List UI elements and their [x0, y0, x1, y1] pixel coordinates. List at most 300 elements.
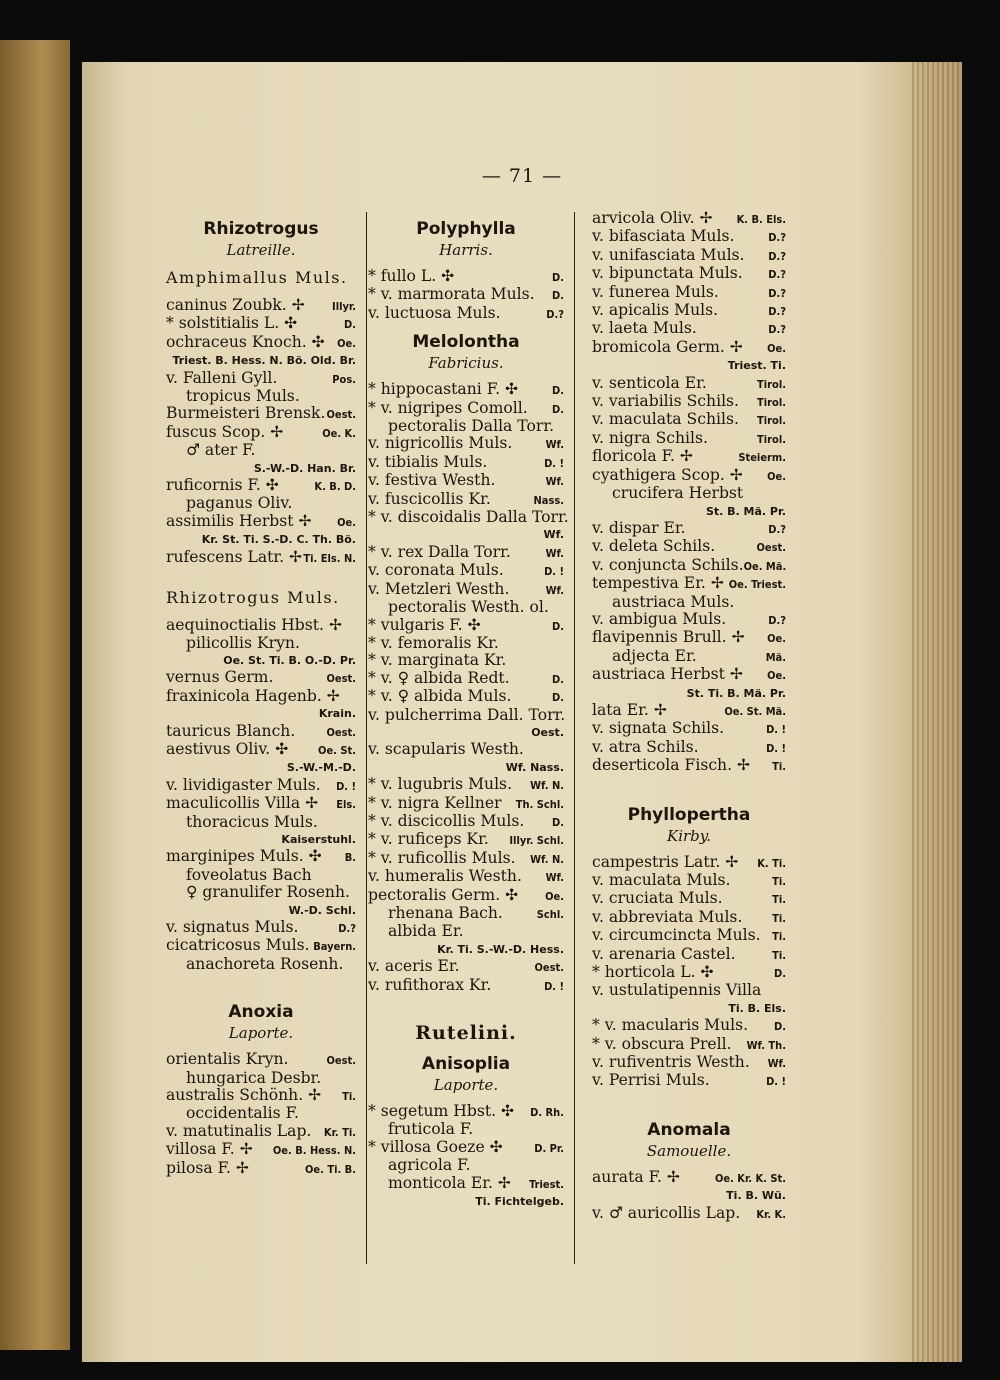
entry-locality: D. [552, 384, 564, 398]
entry-locality: Oest. [326, 672, 356, 686]
species-entry [592, 890, 786, 908]
entry-locality: Illyr. [332, 300, 356, 313]
subgenus-heading: Rhizotrogus Muls. [166, 588, 340, 608]
entry-locality: Pos. [332, 372, 356, 386]
genus-author: Laporte. [433, 1076, 499, 1095]
locality-line: Krain. [318, 707, 356, 721]
species-entry [166, 405, 356, 423]
entry-name: v. signata Schils. [592, 719, 725, 738]
species-entry [166, 334, 356, 352]
entry-name: v. nigricollis Muls. [368, 434, 513, 453]
entry-locality: Tirol. [757, 396, 786, 410]
entry-locality: Oe. St. [318, 743, 356, 757]
genus-heading: Anomala [647, 1119, 731, 1140]
species-entry [592, 964, 786, 982]
entry-locality: Ti. [772, 875, 786, 888]
entry-name: v. aceris Er. [368, 957, 460, 976]
entry-name: pilicollis Kryn. [186, 633, 300, 652]
entry-name: aestivus Oliv. ✣ [166, 739, 289, 758]
entry-locality: D.? [768, 249, 786, 263]
locality-line: Oest. [531, 725, 564, 739]
entry-name: * v. ♀ albida Muls. [368, 687, 512, 706]
species-entry [592, 702, 786, 720]
species-entry [592, 265, 786, 283]
entry-name: v. variabilis Schils. [592, 392, 740, 411]
entry-name: fruticola F. [388, 1120, 474, 1139]
entry-locality: D. [774, 967, 786, 981]
entry-name: v. maculata Muls. [592, 871, 731, 889]
synonym-entry [166, 814, 356, 831]
entry-locality: Steierm. [738, 451, 786, 465]
species-entry [368, 850, 564, 868]
entry-name: * v. ruficeps Kr. [368, 830, 489, 849]
species-entry [368, 1139, 564, 1157]
entry-name: pectoralis Westh. ol. [388, 598, 549, 617]
entry-name: v. tibialis Muls. [368, 452, 488, 471]
species-entry [592, 629, 786, 647]
page-number: — 71 — [481, 165, 563, 187]
entry-name: * v. marmorata Muls. [368, 285, 535, 304]
entry-locality: Wf. [545, 546, 564, 560]
page-edge-stack [912, 62, 962, 1362]
species-entry [592, 411, 786, 429]
synonym-entry [166, 867, 356, 884]
species-entry [592, 557, 786, 575]
entry-locality: Ti. [772, 911, 786, 925]
entry-locality: D. Pr. [534, 1141, 564, 1155]
spacer [166, 567, 356, 581]
species-entry [368, 776, 564, 794]
synonym-entry [592, 648, 786, 666]
species-entry [368, 581, 564, 599]
entry-name: v. signatus Muls. [166, 918, 299, 936]
entry-name: vernus Germ. [166, 668, 274, 687]
species-entry [592, 666, 786, 684]
entry-name: tropicus Muls. [186, 387, 300, 406]
entry-locality: Wf. N. [530, 852, 564, 866]
species-entry [368, 491, 564, 509]
entry-name: * v. ♀ albida Redt. [368, 668, 510, 687]
entry-name: v. Perrisi Muls. [592, 1071, 710, 1090]
entry-locality: D. Rh. [530, 1106, 564, 1120]
entry-name: v. coronata Muls. [368, 561, 504, 580]
entry-name: ochraceus Knoch. ✣ [166, 332, 325, 351]
entry-name: v. cruciata Muls. [592, 889, 723, 908]
entry-name: thoracicus Muls. [186, 812, 318, 831]
entry-locality: D. ! [766, 723, 786, 737]
entry-locality: Wf. [545, 438, 564, 452]
entry-locality: D.? [768, 323, 786, 337]
entry-name: tempestiva Er. ✢ [592, 574, 724, 593]
entry-name: cyathigera Scop. ✢ [592, 465, 743, 484]
entry-name: v. bipunctata Muls. [592, 264, 743, 283]
entry-locality: D.? [768, 305, 786, 319]
entry-locality: Tirol. [757, 414, 786, 428]
entry-name: v. Falleni Gyll. [166, 368, 278, 387]
species-entry [368, 435, 564, 453]
entry-name: v. Metzleri Westh. [368, 579, 510, 598]
entry-name: pilosa F. ✢ [166, 1158, 249, 1177]
entry-name: anachoreta Rosenh. [186, 954, 344, 973]
genus-author: Kirby. [666, 826, 712, 845]
species-entry [368, 305, 564, 323]
species-entry [166, 513, 356, 531]
species-entry [368, 1103, 564, 1121]
entry-name: caninus Zoubk. ✢ [166, 296, 305, 314]
entry-locality: Oe. [767, 341, 786, 355]
entry-locality: Wf. [767, 1057, 786, 1071]
locality-line: Kr. Ti. S.-W.-D. Hess. [437, 942, 564, 956]
species-entry [368, 831, 564, 849]
synonym-entry [592, 485, 786, 502]
entry-locality: D. [552, 271, 564, 284]
locality-line: Kr. St. Ti. S.-D. C. Th. Bö. [201, 533, 356, 547]
entry-locality: D.? [768, 231, 786, 245]
species-entry [592, 739, 786, 757]
entry-name: pectoralis Dalla Torr. [388, 417, 555, 436]
genus-heading: Melolontha [412, 332, 520, 353]
species-entry [368, 670, 564, 688]
entry-name: v. atra Schils. [592, 737, 699, 756]
spacer [166, 973, 356, 993]
species-entry [368, 977, 564, 995]
entry-locality: Kr. K. [756, 1207, 786, 1221]
entry-locality: Tirol. [757, 377, 786, 391]
species-entry [368, 652, 564, 669]
species-entry [592, 448, 786, 466]
species-entry [592, 393, 786, 411]
entry-name: tauricus Blanch. [166, 721, 296, 740]
species-entry [368, 562, 564, 580]
species-entry [166, 617, 356, 634]
species-entry [368, 544, 564, 562]
entry-name: * v. marginata Kr. [368, 651, 507, 670]
entry-name: floricola F. ✢ [592, 447, 693, 466]
species-entry [166, 669, 356, 687]
locality-line: Ti. Fichtelgeb. [475, 1195, 564, 1209]
entry-locality: Oest. [756, 541, 786, 555]
spacer [592, 776, 786, 796]
entry-locality: D. ! [544, 456, 564, 470]
species-entry [592, 302, 786, 320]
entry-name: foveolatus Bach [186, 865, 312, 884]
entry-locality: Ti. [772, 930, 786, 944]
species-entry [592, 575, 786, 593]
spacer [592, 1091, 786, 1111]
entry-locality: D. [552, 619, 564, 633]
entry-name: * v. macularis Muls. [592, 1016, 749, 1035]
entry-name: v. deleta Schils. [592, 537, 716, 556]
species-entry [166, 315, 356, 333]
entry-name: occidentalis F. [186, 1104, 299, 1123]
entry-name: rufescens Latr. ✢ [166, 547, 303, 566]
species-entry [368, 741, 564, 758]
entry-locality: Oe. B. Hess. N. [272, 1144, 356, 1158]
species-entry [166, 1051, 356, 1069]
entry-name: * v. obscura Prell. [592, 1034, 732, 1053]
genus-author: Latreille. [226, 241, 296, 259]
species-entry [166, 919, 356, 937]
species-entry [368, 268, 564, 286]
species-entry [166, 777, 356, 795]
entry-name: austriaca Muls. [612, 592, 735, 611]
species-entry [592, 1072, 786, 1090]
species-entry [368, 707, 564, 724]
entry-name: austriaca Herbst ✢ [592, 665, 743, 684]
entry-locality: D.? [768, 286, 786, 300]
species-entry [592, 1036, 786, 1054]
species-entry [166, 1141, 356, 1159]
entry-name: aurata F. ✢ [592, 1167, 680, 1186]
entry-name: adjecta Er. [612, 646, 697, 665]
entry-locality: K. B. Els. [736, 213, 786, 226]
entry-name: hungarica Desbr. [186, 1068, 322, 1087]
species-entry [166, 688, 356, 705]
entry-locality: Ti. [772, 760, 786, 774]
entry-name: * v. discicollis Muls. [368, 811, 525, 830]
genus-author: Samouelle. [646, 1141, 732, 1160]
entry-name: * v. lugubris Muls. [368, 775, 513, 794]
synonym-entry [368, 418, 564, 435]
entry-name: v. lividigaster Muls. [166, 775, 321, 794]
synonym-entry [368, 1121, 564, 1138]
species-entry [368, 635, 564, 652]
entry-name: v. maculata Schils. [592, 410, 739, 429]
species-entry [166, 370, 356, 388]
entry-locality: Oe. Triest. [728, 578, 786, 592]
entry-locality: D. ! [336, 779, 356, 793]
synonym-entry [166, 1105, 356, 1122]
entry-locality: D. [552, 691, 564, 705]
entry-locality: Oe. [337, 515, 356, 529]
locality-line: Wf. [543, 528, 564, 542]
entry-locality: Oest. [326, 408, 356, 422]
species-entry [166, 848, 356, 866]
species-entry [592, 1017, 786, 1035]
species-entry [166, 424, 356, 442]
entry-locality: Els. [336, 798, 356, 812]
entry-name: v. fuscicollis Kr. [368, 489, 491, 508]
locality-line: Ti. B. Els. [728, 1001, 786, 1015]
synonym-entry [368, 599, 564, 616]
entry-locality: K. B. D. [314, 480, 356, 494]
entry-locality: D.? [768, 268, 786, 282]
entry-name: fuscus Scop. ✢ [166, 422, 284, 441]
entry-name: v. festiva Westh. [368, 471, 496, 490]
entry-name: * v. nigra Kellner [368, 793, 502, 812]
entry-name: v. funerea Muls. [592, 282, 719, 301]
entry-name: bromicola Germ. ✢ [592, 337, 743, 356]
entry-name: v. circumcincta Muls. [592, 926, 761, 945]
synonym-entry [166, 884, 356, 901]
species-entry [368, 688, 564, 706]
entry-name: albida Er. [388, 922, 464, 941]
species-entry [592, 228, 786, 246]
entry-name: v. luctuosa Muls. [368, 303, 501, 322]
genus-author: Laporte. [228, 1024, 294, 1043]
species-entry [592, 1054, 786, 1072]
genus-heading: Phyllopertha [627, 804, 751, 825]
species-entry [166, 1087, 356, 1105]
entry-name: deserticola Fisch. ✢ [592, 756, 751, 775]
entry-locality: Oe. Ti. B. [305, 1162, 356, 1176]
entry-locality: Schl. [536, 908, 564, 921]
locality-line: St. B. Mä. Pr. [705, 504, 786, 518]
genus-author: Harris. [439, 241, 493, 259]
species-entry [592, 538, 786, 556]
locality-line: Oe. St. Ti. B. O.-D. Pr. [223, 653, 356, 667]
species-entry [592, 210, 786, 228]
entry-locality: B. [344, 851, 356, 865]
entry-name: v. laeta Muls. [592, 319, 697, 338]
entry-name: * v. rex Dalla Torr. [368, 542, 511, 561]
entry-locality: Oe. [545, 889, 564, 903]
genus-heading: Polyphylla [416, 219, 516, 239]
species-entry [592, 1169, 786, 1187]
entry-name: v. abbreviata Muls. [592, 907, 743, 926]
column-middle [368, 210, 569, 1210]
species-entry [592, 611, 786, 629]
entry-locality: Illyr. Schl. [509, 834, 564, 848]
species-entry [592, 520, 786, 538]
entry-locality: D. ! [544, 979, 564, 993]
entry-locality: Ti. [772, 948, 786, 962]
species-entry [166, 477, 356, 495]
entry-locality: Ti. [342, 1090, 356, 1104]
entry-name: marginipes Muls. ✣ [166, 847, 322, 866]
synonym-entry [166, 956, 356, 973]
species-entry [592, 467, 786, 485]
entry-name: v. senticola Er. [592, 373, 707, 392]
synonym-entry [368, 1157, 564, 1174]
entry-locality: K. Ti. [757, 856, 786, 870]
entry-name: v. ustulatipennis Villa [592, 981, 762, 1000]
species-entry [592, 720, 786, 738]
entry-locality: D. ! [766, 1075, 786, 1089]
synonym-entry [368, 905, 564, 923]
species-entry [592, 982, 786, 999]
entry-name: pectoralis Germ. ✣ [368, 885, 519, 904]
entry-name: * hippocastani F. ✣ [368, 380, 519, 399]
entry-locality: D. ! [766, 741, 786, 755]
entry-name: * fullo L. ✣ [368, 267, 455, 285]
entry-name: * solstitialis L. ✣ [166, 314, 298, 333]
entry-locality: Wf. [545, 871, 564, 885]
entry-name: crucifera Herbst [612, 484, 744, 503]
entry-locality: D.? [338, 922, 356, 935]
entry-locality: Ti. [772, 893, 786, 907]
entry-name: v. scapularis Westh. [368, 740, 524, 759]
entry-name: Burmeisteri Brensk. [166, 404, 326, 423]
entry-name: v. bifasciata Muls. [592, 227, 735, 246]
species-entry [592, 757, 786, 775]
entry-name: rhenana Bach. [388, 904, 503, 922]
locality-line: Kaiserstuhl. [281, 832, 356, 846]
column-rule-right [574, 212, 575, 1264]
entry-locality: D.? [768, 613, 786, 627]
species-entry [368, 813, 564, 831]
entry-name: ♂ ater F. [186, 441, 256, 460]
species-entry [592, 284, 786, 302]
entry-name: campestris Latr. ✢ [592, 852, 739, 871]
entry-name: * villosa Goeze ✣ [368, 1137, 503, 1156]
species-entry [368, 508, 569, 527]
entry-locality: Oe. [767, 669, 786, 683]
entry-locality: Oe. [337, 336, 356, 350]
species-entry [166, 297, 356, 315]
species-entry [592, 854, 786, 872]
entry-locality: Oest. [326, 1054, 356, 1068]
entry-name: australis Schönh. ✢ [166, 1086, 322, 1105]
entry-name: v. humeralis Westh. [368, 867, 522, 886]
locality-line: Triest. B. Hess. N. Bö. Old. Br. [172, 354, 356, 368]
entry-name: arvicola Oliv. ✢ [592, 209, 713, 227]
locality-line: S.-W.-D. Han. Br. [253, 461, 356, 475]
column-rule-left [366, 212, 367, 1264]
entry-name: paganus Oliv. [186, 494, 293, 513]
entry-name: monticola Er. ✢ [388, 1173, 511, 1192]
entry-name: flavipennis Brull. ✢ [592, 628, 745, 647]
previous-page-edge [0, 40, 70, 1350]
entry-name: * horticola L. ✣ [592, 963, 714, 982]
entry-name: maculicollis Villa ✢ [166, 794, 319, 813]
species-entry [592, 375, 786, 393]
entry-name: v. rufithorax Kr. [368, 975, 492, 994]
spacer [368, 995, 564, 1009]
genus-heading: Anisoplia [421, 1054, 511, 1075]
entry-name: * v. ruficollis Muls. [368, 848, 516, 867]
species-entry [592, 946, 786, 964]
species-entry [368, 472, 564, 490]
entry-locality: D. [552, 815, 564, 829]
entry-locality: Mä. [765, 650, 786, 664]
entry-name: v. pulcherrima Dall. Torr. [368, 705, 566, 724]
book-page [82, 62, 962, 1362]
entry-locality: Tirol. [757, 432, 786, 446]
genus-author: Fabricius. [428, 354, 504, 373]
entry-locality: D. [774, 1020, 786, 1034]
entry-locality: D. [344, 318, 356, 332]
species-entry [166, 1160, 356, 1178]
entry-name: v. ambigua Muls. [592, 609, 727, 628]
entry-name: * vulgaris F. ✣ [368, 615, 481, 634]
species-entry [166, 795, 356, 813]
entry-name: v. apicalis Muls. [592, 301, 719, 320]
entry-locality: Wf. Th. [746, 1038, 786, 1052]
entry-name: v. nigra Schils. [592, 428, 708, 447]
species-entry [592, 927, 786, 945]
species-entry [166, 937, 356, 955]
species-entry [368, 887, 564, 905]
entry-name: villosa F. ✢ [166, 1140, 253, 1159]
entry-name: * segetum Hbst. ✣ [368, 1102, 515, 1121]
entry-locality: Oe. [767, 632, 786, 646]
entry-locality: Th. Schl. [515, 797, 564, 811]
entry-locality: Bayern. [313, 940, 356, 954]
species-entry [368, 795, 564, 813]
column-right [592, 210, 786, 1223]
species-entry [368, 958, 564, 976]
entry-locality: D.? [768, 522, 786, 536]
synonym-entry [166, 442, 356, 459]
entry-locality: Oe. Mä. [743, 559, 787, 573]
entry-name: cicatricosus Muls. [166, 936, 310, 955]
entry-locality: Wf. [545, 583, 564, 597]
synonym-entry [166, 635, 356, 652]
species-entry [166, 741, 356, 759]
genus-heading: Anoxia [228, 1002, 294, 1023]
species-entry [368, 454, 564, 472]
